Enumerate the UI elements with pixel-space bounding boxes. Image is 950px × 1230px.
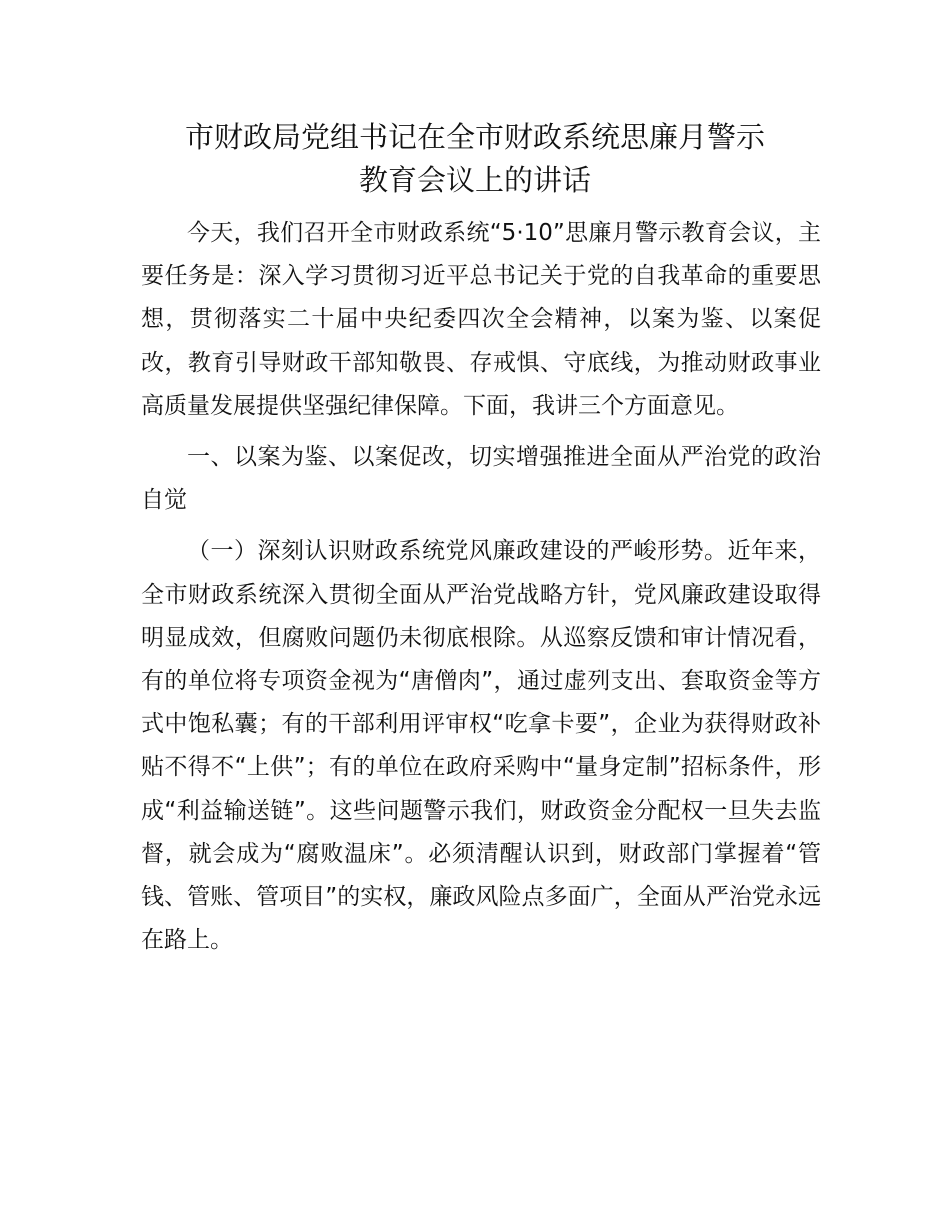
document-title [100, 116, 850, 202]
document-body [141, 212, 821, 962]
title-line-1: 市财政局党组书记在全市财政系统思廉月警示 [184, 120, 765, 154]
section-heading-1: 一、以案为鉴、以案促改，切实增强推进全面从严治党的政治自觉 [141, 444, 821, 514]
paragraph-subsection-1: （一）深刻认识财政系统党风廉政建设的严峻形势。近年来，全市财政系统深入贯彻全面从严治党战略方针，党风廉政建设取得明显成效，但腐败问题仍未彻底根除。从巡察反馈和审计情况看，有的单位将专项资金视为“唐僧肉”，通过虚列支出、套取资金等方式中饱私囊；有的干部利用评审权“吃拿卡要”，企业为获得财政补贴不得不“上供”；有的单位在政府采购中“量身定制”招标条件，形成“利益输送链”。这些问题警示我们，财政资金分配权一旦失去监督，就会成为“腐败温床”。必须清醒认识到，财政部门掌握着“管钱、管账、管项目”的实权，廉政风险点多面广，全面从严治党永远在路上。 [141, 538, 821, 954]
paragraph-intro: 今天，我们召开全市财政系统“5·10”思廉月警示教育会议，主要任务是：深入学习贯彻习近平总书记关于党的自我革命的重要思想，贯彻落实二十届中央纪委四次全会精神，以案为鉴、以案促改，教育引导财政干部知敬畏、存戒惧、守底线，为推动财政事业高质量发展提供坚强纪律保障。下面，我讲三个方面意见。 [141, 220, 821, 419]
title-line-2: 教育会议上的讲话 [358, 163, 591, 197]
